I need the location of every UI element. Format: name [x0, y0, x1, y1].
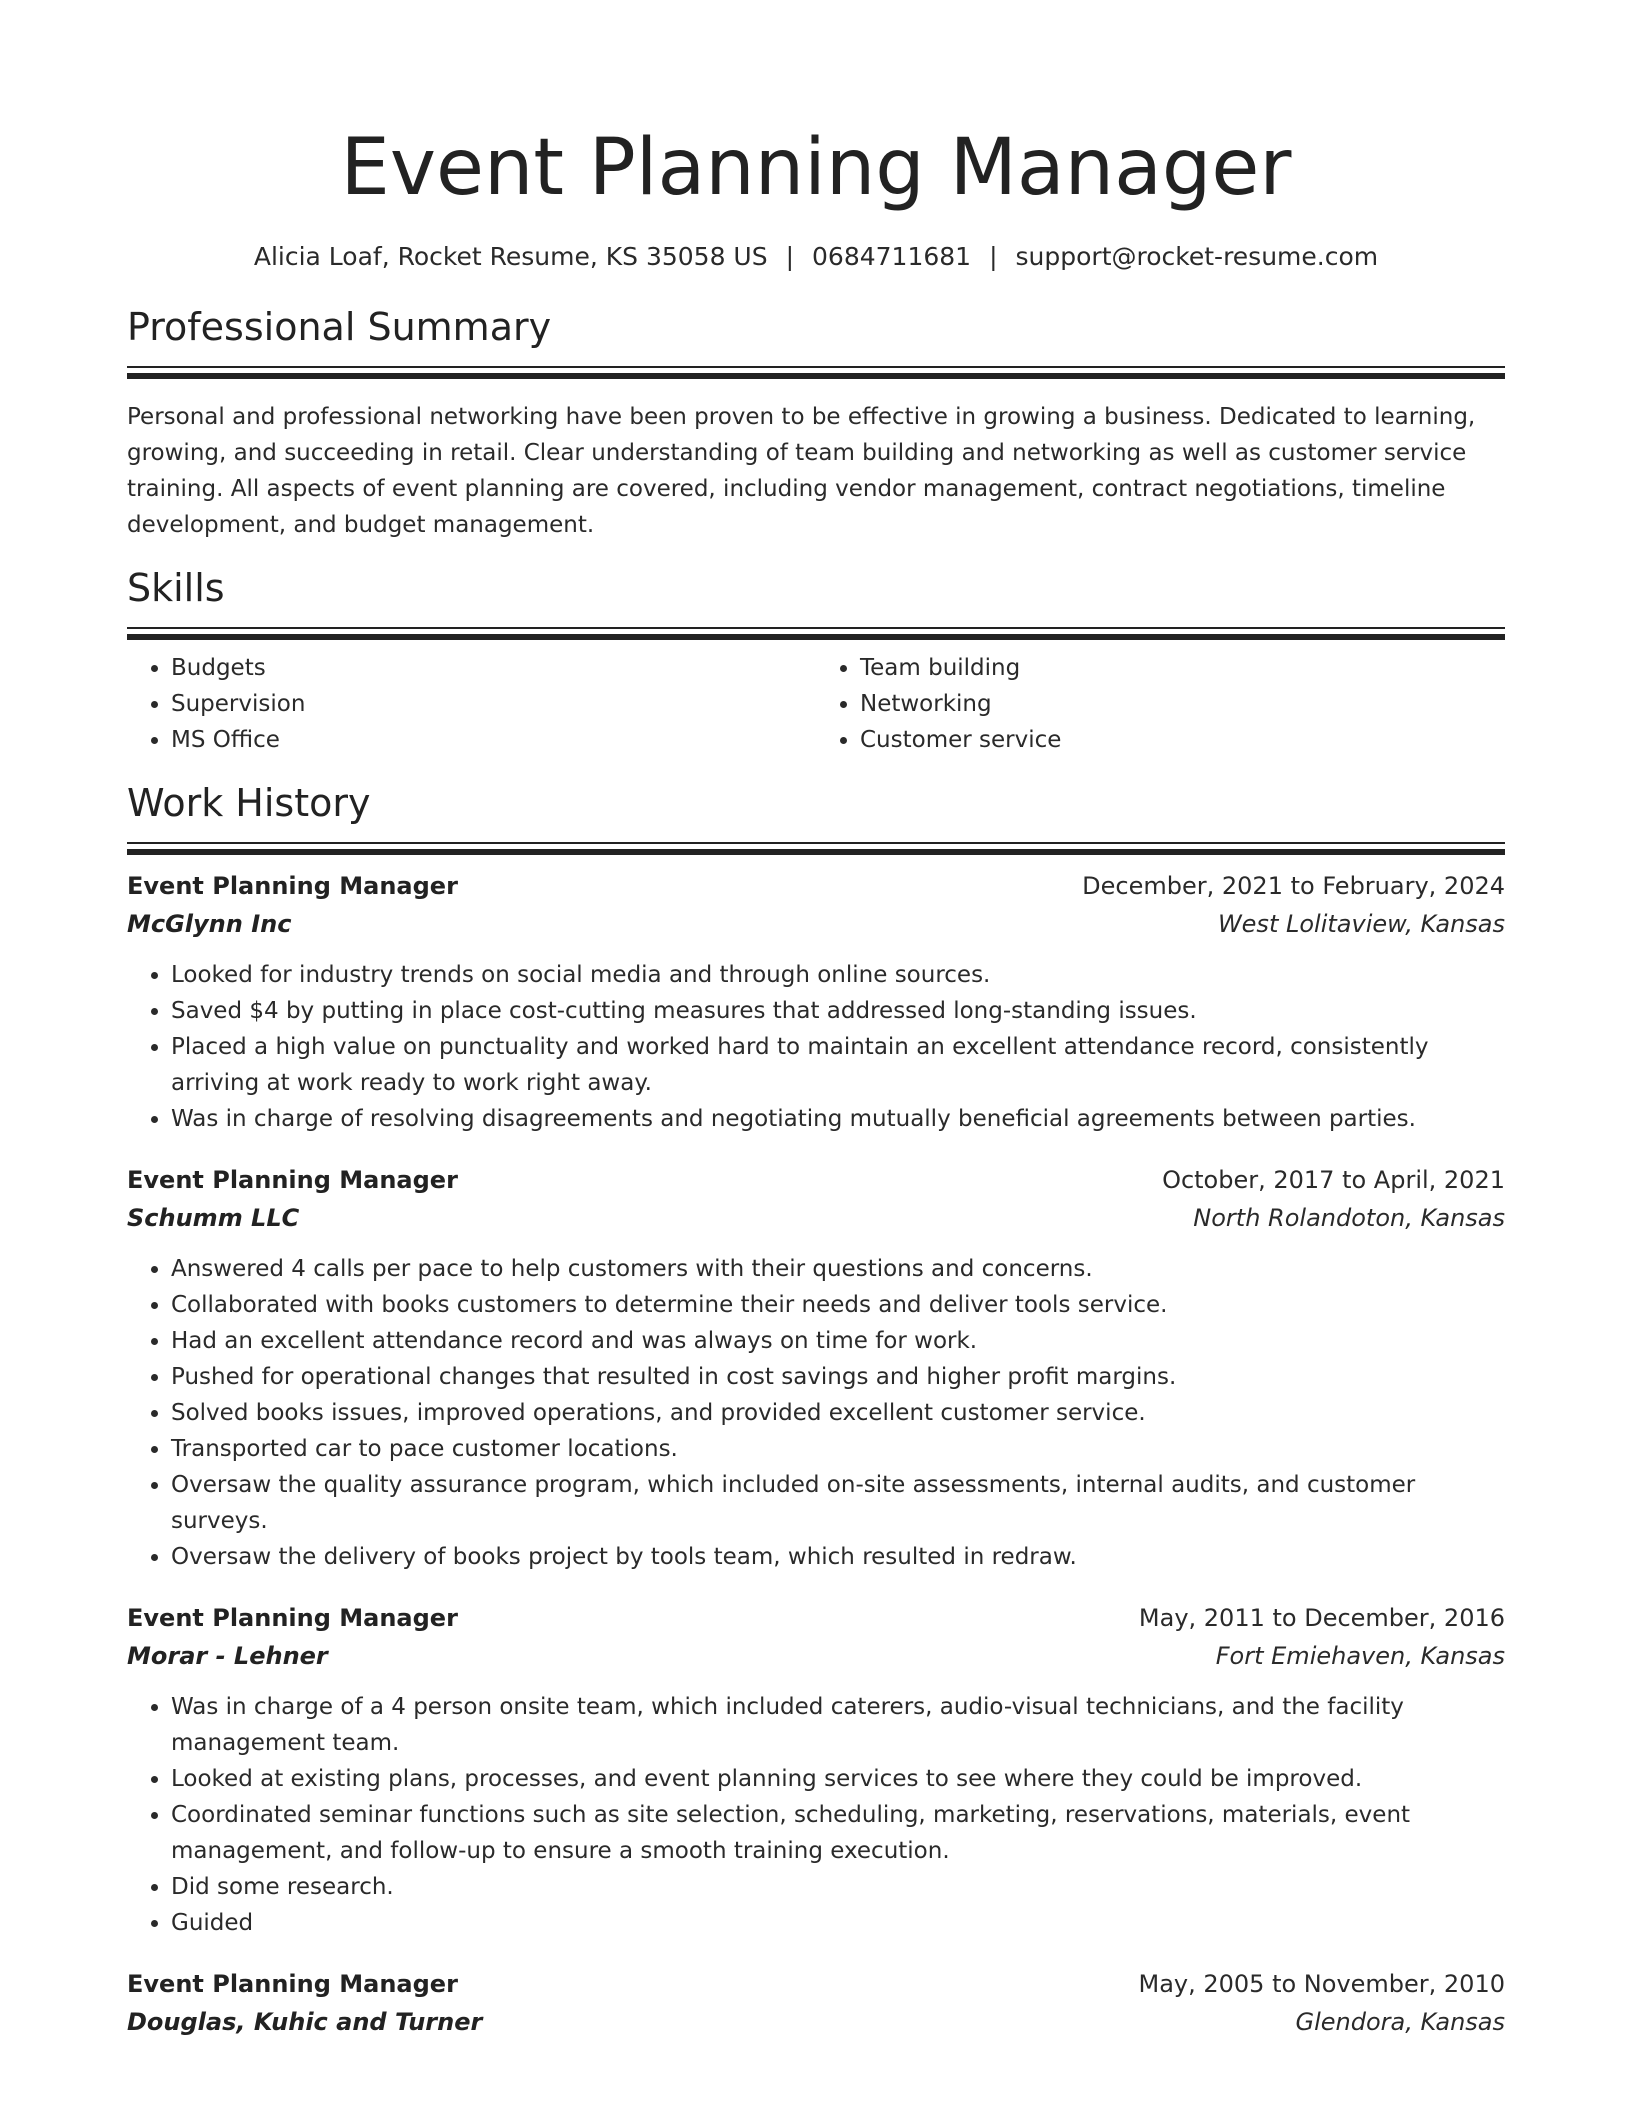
- skill-item: • Supervision: [171, 686, 816, 722]
- job-subheader: [127, 905, 1505, 943]
- section-divider: [127, 627, 1505, 632]
- job-company: Schumm LLC: [127, 1204, 300, 1232]
- job-company: Morar - Lehner: [127, 1642, 328, 1670]
- job-bullet: • Coordinated seminar functions such as site selection, scheduling, marketing, reservations, materials, event management, and follow-up to ensure a smooth training execution.: [171, 1797, 1505, 1869]
- job-header: [127, 1965, 1505, 2003]
- job-entry: [127, 1965, 1505, 2041]
- contact-line: [127, 240, 1505, 274]
- job-entry: [127, 1599, 1505, 1941]
- job-title: Event Planning Manager: [127, 872, 458, 900]
- job-bullets: [127, 1251, 1505, 1575]
- job-bullet: • Guided: [171, 1905, 1505, 1941]
- skill-item: • MS Office: [171, 722, 816, 758]
- summary-text: Personal and professional networking have been proven to be effective in growing a business. Dedicated to learning, growing, and succeeding in retail. Clear understanding of team building and networking as well as customer service training. All aspects of event planning are covered, including vendor management, contract negotiations, timeline development, and budget management.: [127, 404, 1476, 538]
- resume-title: Event Planning Manager: [340, 123, 1292, 213]
- job-bullet: • Looked at existing plans, processes, and event planning services to see where they could be improved.: [171, 1761, 1505, 1797]
- contact-email: support@rocket-resume.com: [1015, 242, 1379, 271]
- job-location: North Rolandoton, Kansas: [1193, 1204, 1505, 1232]
- skill-item: • Budgets: [171, 650, 816, 686]
- job-header: [127, 867, 1505, 905]
- job-bullet: • Was in charge of resolving disagreements and negotiating mutually beneficial agreements between parties.: [171, 1101, 1505, 1137]
- section-divider: [127, 366, 1505, 371]
- job-bullet: • Placed a high value on punctuality and worked hard to maintain an excellent attendance record, consistently arriving at work ready to work right away.: [171, 1029, 1505, 1101]
- job-company: Douglas, Kuhic and Turner: [127, 2008, 483, 2036]
- job-dates: October, 2017 to April, 2021: [1162, 1166, 1505, 1194]
- skill-item: • Customer service: [860, 722, 1505, 758]
- job-subheader: [127, 1199, 1505, 1237]
- job-bullet: • Was in charge of a 4 person onsite team, which included caterers, audio-visual technicians, and the facility management team.: [171, 1689, 1505, 1761]
- contact-separator: |: [785, 242, 795, 271]
- job-header: [127, 1599, 1505, 1637]
- job-bullet: • Oversaw the delivery of books project by tools team, which resulted in redraw.: [171, 1539, 1505, 1575]
- job-header: [127, 1161, 1505, 1199]
- job-dates: May, 2005 to November, 2010: [1138, 1970, 1505, 1998]
- job-location: West Lolitaview, Kansas: [1217, 910, 1505, 938]
- work-heading: Work History: [127, 781, 371, 825]
- section-divider: [127, 842, 1505, 847]
- job-bullet: • Pushed for operational changes that resulted in cost savings and higher profit margins.: [171, 1359, 1505, 1395]
- job-entry: [127, 1161, 1505, 1575]
- job-bullet: • Answered 4 calls per pace to help customers with their questions and concerns.: [171, 1251, 1505, 1287]
- job-bullet: • Saved $4 by putting in place cost-cutting measures that addressed long-standing issues.: [171, 993, 1505, 1029]
- skill-item: • Networking: [860, 686, 1505, 722]
- job-dates: December, 2021 to February, 2024: [1082, 872, 1505, 900]
- job-location: Glendora, Kansas: [1295, 2008, 1505, 2036]
- job-entry: [127, 867, 1505, 1137]
- skills-list-right: [816, 650, 1505, 758]
- job-bullet: • Solved books issues, improved operations, and provided excellent customer service.: [171, 1395, 1505, 1431]
- job-bullet: • Transported car to pace customer locations.: [171, 1431, 1505, 1467]
- job-title: Event Planning Manager: [127, 1970, 458, 1998]
- job-title: Event Planning Manager: [127, 1604, 458, 1632]
- skills-list-left: [127, 650, 816, 758]
- job-location: Fort Emiehaven, Kansas: [1215, 1642, 1505, 1670]
- job-bullet: • Oversaw the quality assurance program, which included on-site assessments, internal audits, and customer surveys.: [171, 1467, 1505, 1539]
- summary-heading: Professional Summary: [127, 305, 552, 349]
- contact-phone: 0684711681: [812, 242, 972, 271]
- job-dates: May, 2011 to December, 2016: [1138, 1604, 1505, 1632]
- skills-section: [127, 563, 1505, 758]
- job-subheader: [127, 1637, 1505, 1675]
- job-bullets: [127, 1689, 1505, 1941]
- job-bullets: [127, 957, 1505, 1137]
- skills-columns: [127, 650, 1505, 758]
- skill-item: • Team building: [860, 650, 1505, 686]
- job-title: Event Planning Manager: [127, 1166, 458, 1194]
- job-bullet: • Had an excellent attendance record and was always on time for work.: [171, 1323, 1505, 1359]
- job-subheader: [127, 2003, 1505, 2041]
- job-bullet: • Did some research.: [171, 1869, 1505, 1905]
- job-company: McGlynn Inc: [127, 910, 292, 938]
- job-bullet: • Looked for industry trends on social media and through online sources.: [171, 957, 1505, 993]
- skills-heading: Skills: [127, 566, 225, 610]
- contact-address: Alicia Loaf, Rocket Resume, KS 35058 US: [253, 242, 768, 271]
- work-section: [127, 778, 1505, 2041]
- contact-separator: |: [989, 242, 998, 271]
- summary-section: [127, 302, 1505, 543]
- job-bullet: • Collaborated with books customers to determine their needs and deliver tools service.: [171, 1287, 1505, 1323]
